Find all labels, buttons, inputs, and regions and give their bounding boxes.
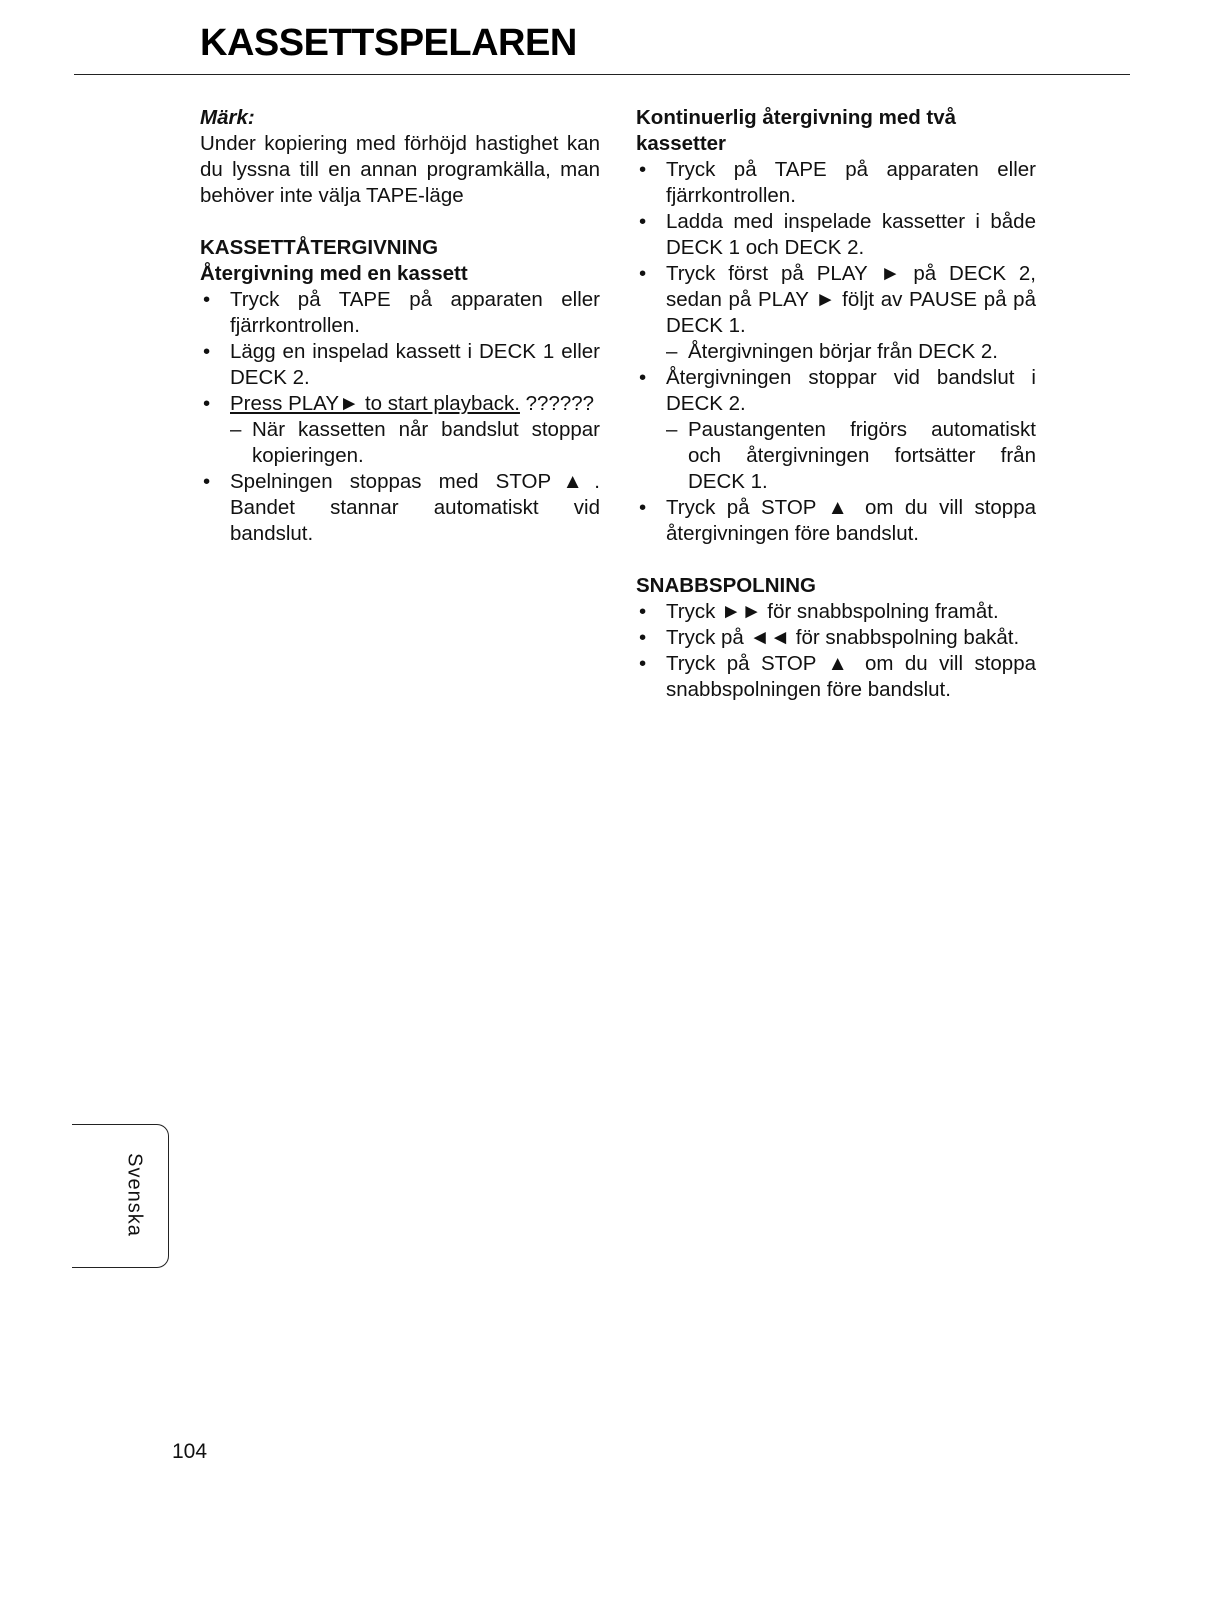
list-item: • Tryck på STOP ▲ om du vill stoppa återgivningen före bandslut.	[636, 495, 1036, 547]
note-text: Under kopiering med förhöjd hastighet kan du lyssna till en annan programkälla, man behöver inte välja TAPE-läge	[200, 132, 600, 207]
list-item: • Spelningen stoppas med STOP▲. Bandet stannar automatiskt vid bandslut.	[200, 469, 600, 547]
section-heading-playback: KASSETTÅTERGIVNING	[200, 236, 439, 259]
list-item: • Lägg en inspelad kassett i DECK 1 eller DECK 2.	[200, 339, 600, 391]
list-item: • Tryck först på PLAY ► på DECK 2, sedan på PLAY ► följt av PAUSE på på DECK 1.	[636, 261, 1036, 339]
list-item-suffix: ??????	[519, 392, 595, 415]
right-column	[636, 105, 1036, 703]
left-column	[200, 105, 600, 547]
sub-list-item: – När kassetten når bandslut stoppar kopieringen.	[230, 418, 600, 467]
language-tab	[72, 1124, 169, 1268]
title-divider	[74, 74, 1130, 75]
subsection-heading-single-cassette: Återgivning med en kassett	[200, 262, 468, 285]
list-item: • Återgivningen stoppar vid bandslut i DECK 2.	[636, 365, 1036, 417]
struck-text: Press PLAY► to start playback.	[230, 392, 520, 415]
section-heading-continuous: Kontinuerlig återgivning med två kassetter	[636, 106, 957, 155]
note-label: Märk:	[200, 106, 255, 129]
list-item: • Tryck på TAPE på apparaten eller fjärrkontrollen.	[200, 287, 600, 339]
list-item: • Tryck på TAPE på apparaten eller fjärrkontrollen.	[636, 157, 1036, 209]
page-title: KASSETTSPELAREN	[200, 22, 577, 64]
sub-list-item: – Återgivningen börjar från DECK 2.	[666, 340, 998, 363]
list-item: • Tryck på STOP ▲ om du vill stoppa snabbspolningen före bandslut.	[636, 651, 1036, 703]
list-item: • Tryck på ◄◄ för snabbspolning bakåt.	[636, 625, 1036, 651]
section-heading-fast-wind: SNABBSPOLNING	[636, 574, 816, 597]
list-item: • Ladda med inspelade kassetter i både DECK 1 och DECK 2.	[636, 209, 1036, 261]
list-item	[200, 391, 600, 417]
page-number: 104	[172, 1440, 208, 1463]
list-item: • Tryck ►► för snabbspolning framåt.	[636, 599, 1036, 625]
sub-list-item: – Paustangenten frigörs automatiskt och återgivningen fortsätter från DECK 1.	[666, 418, 1036, 493]
language-tab-label: Svenska	[123, 1153, 146, 1237]
